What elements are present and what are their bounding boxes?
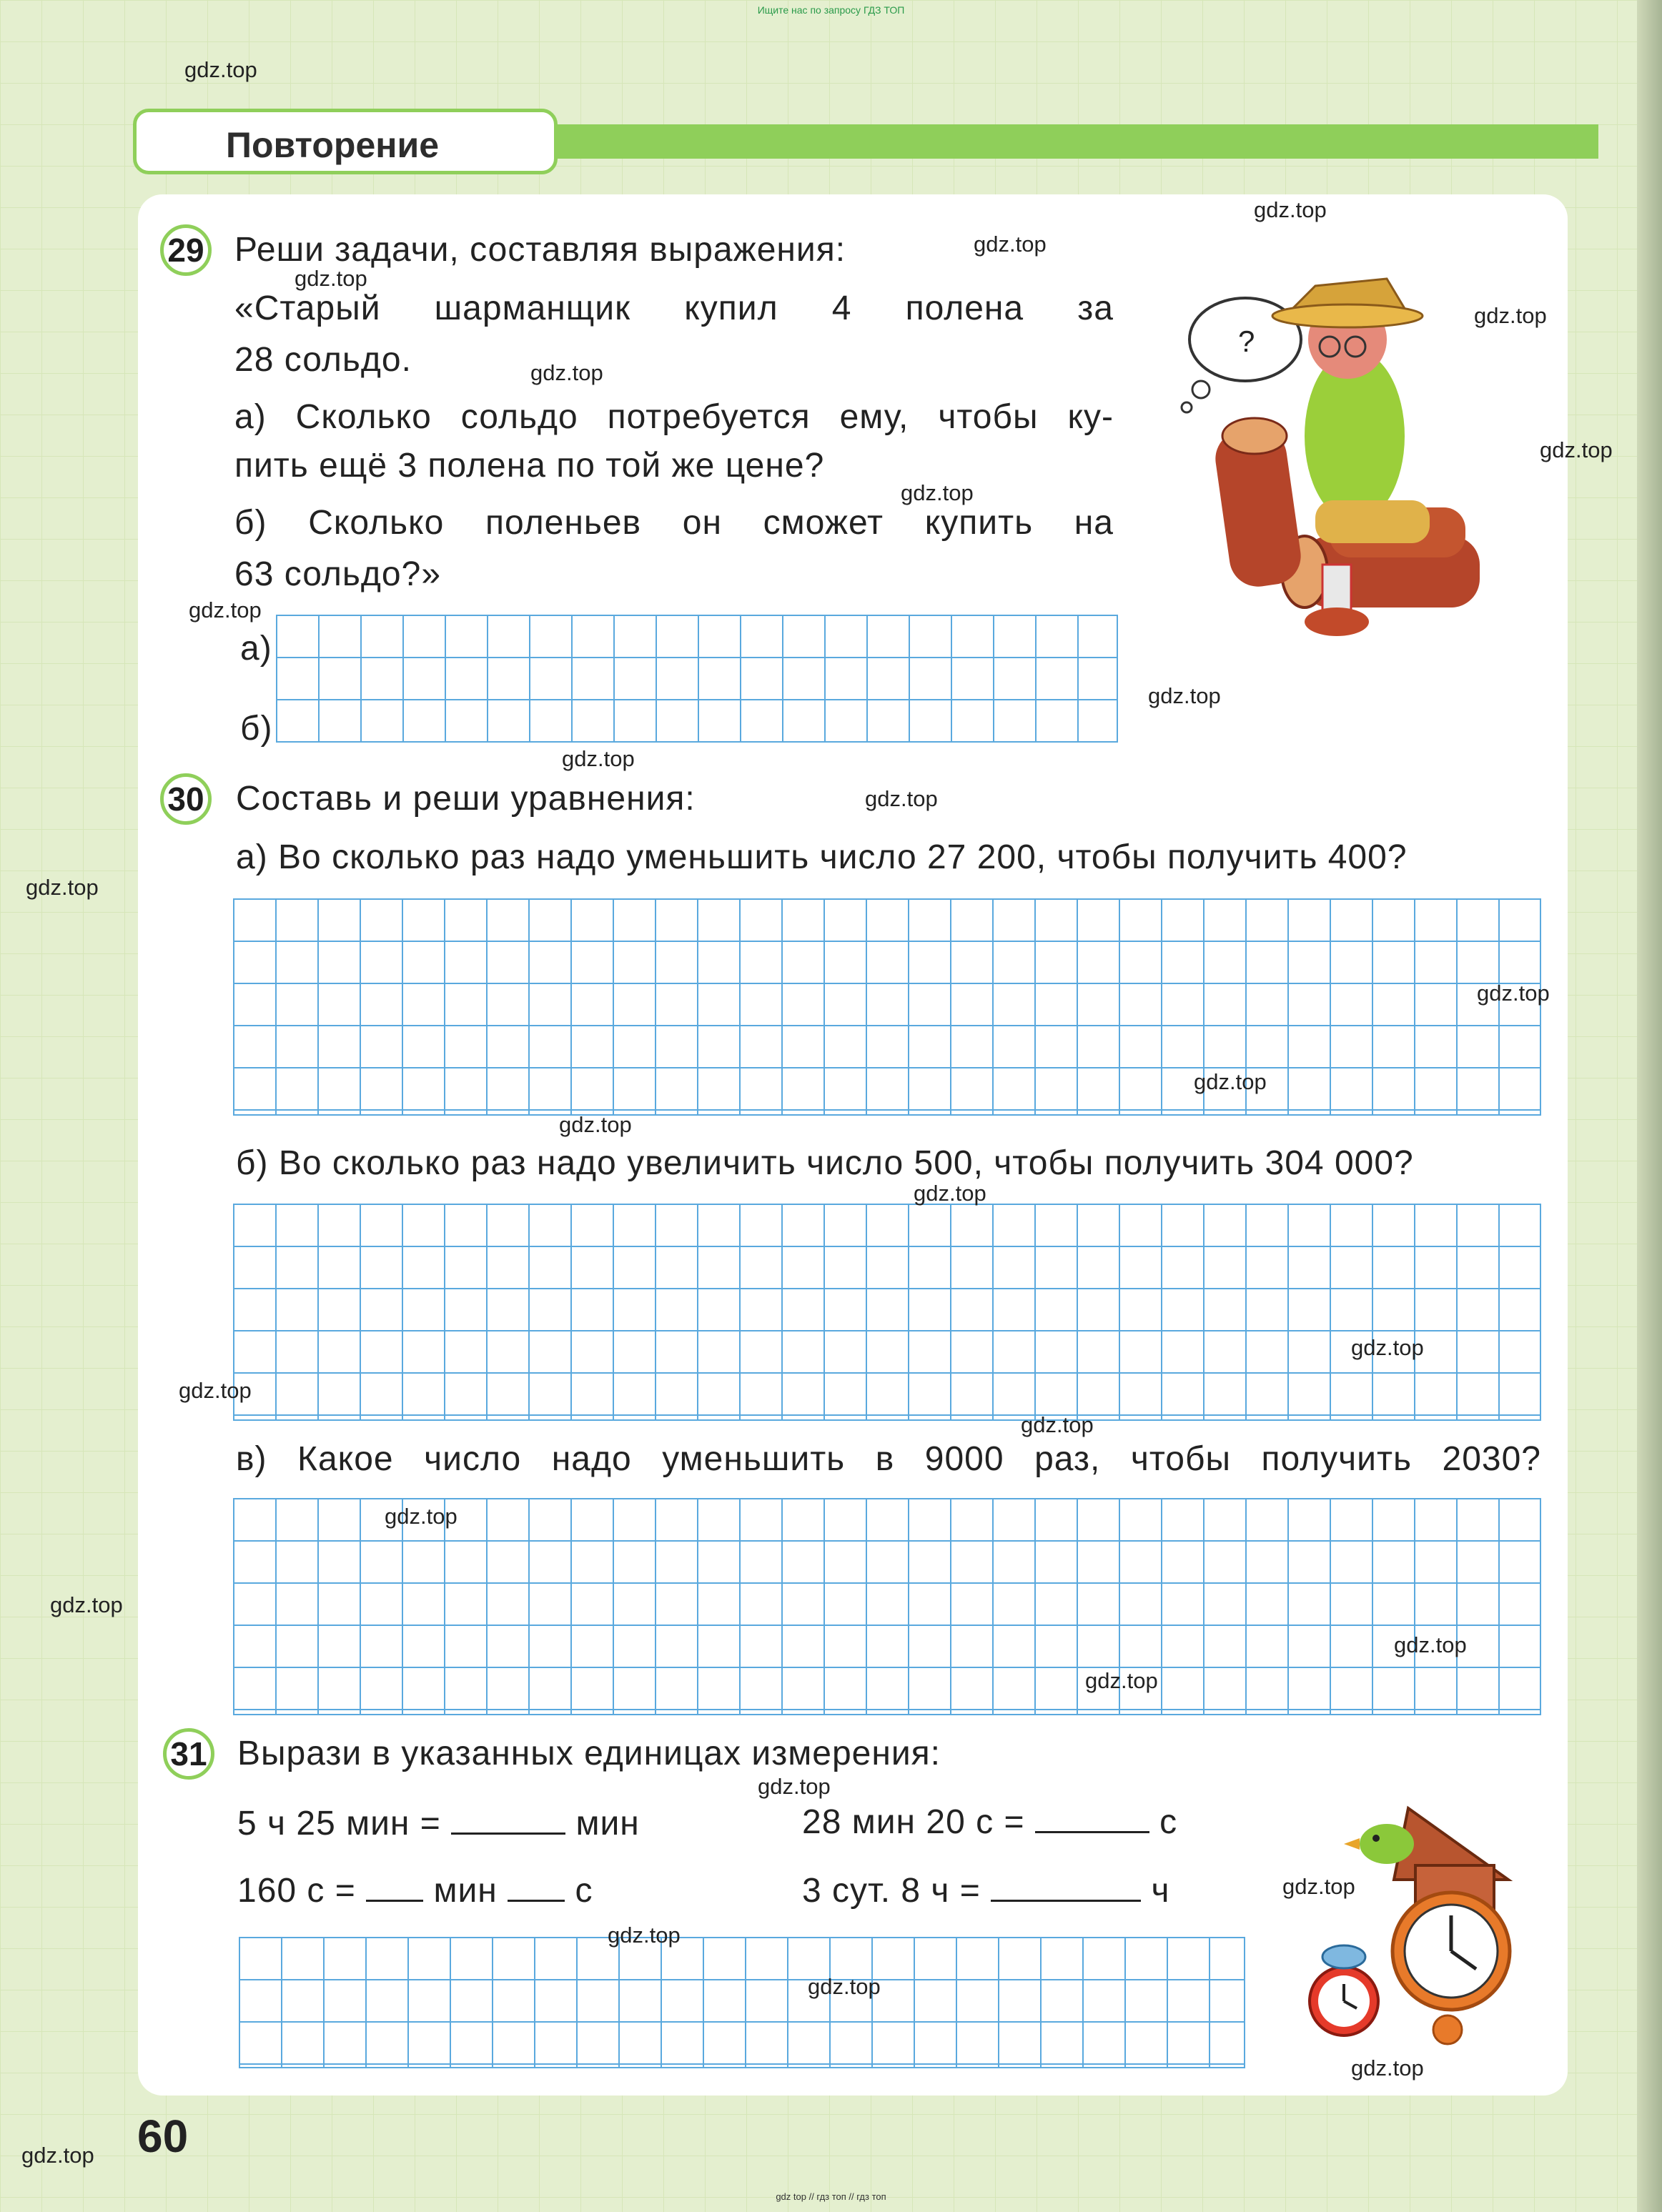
conversion-3-unit: с (575, 1872, 593, 1910)
header-stripe (548, 124, 1598, 159)
watermark: gdz.top (808, 1974, 881, 1999)
answer-grid-31[interactable] (239, 1937, 1245, 2068)
header-block (1507, 124, 1525, 159)
watermark: gdz.top (1085, 1668, 1158, 1693)
header-block (1535, 124, 1554, 159)
watermark: gdz.top (559, 1112, 632, 1137)
task-29-label-b: б) (240, 710, 273, 748)
watermark: gdz.top (530, 360, 603, 385)
watermark: gdz.top (1282, 1874, 1355, 1899)
watermark: gdz.top (1474, 303, 1547, 328)
conversion-3-mid: мин (433, 1872, 498, 1910)
bottom-note: gdz top // гдз топ // гдз топ (776, 2191, 886, 2202)
section-header (133, 109, 1541, 177)
task-30-number: 30 (160, 773, 212, 825)
watermark: gdz.top (974, 232, 1047, 257)
watermark: gdz.top (21, 2143, 94, 2168)
watermark: gdz.top (865, 786, 938, 811)
watermark: gdz.top (608, 1923, 681, 1948)
section-title: Повторение (133, 109, 558, 174)
alarm-clock-icon (1310, 1945, 1378, 2035)
task-30-title: Составь и реши уравнения: (236, 780, 696, 818)
watermark: gdz.top (1351, 1335, 1424, 1360)
watermark: gdz.top (50, 1592, 123, 1617)
conversion-4 (802, 1868, 1169, 1910)
clocks-illustration (1301, 1787, 1537, 2073)
conversion-1-blank[interactable] (451, 1801, 565, 1835)
conversion-4-left: 3 сут. 8 ч = (802, 1872, 981, 1910)
conversion-3-blank-min[interactable] (366, 1868, 423, 1902)
answer-grid-30c[interactable] (233, 1498, 1541, 1715)
task-29-number: 29 (160, 224, 212, 276)
watermark: gdz.top (26, 875, 99, 900)
conversion-2 (802, 1800, 1177, 1842)
watermark: gdz.top (562, 746, 635, 771)
watermark: gdz.top (1254, 197, 1327, 222)
watermark: gdz.top (1194, 1069, 1267, 1094)
conversion-1 (237, 1801, 640, 1843)
watermark: gdz.top (179, 1378, 252, 1403)
task-31-title: Вырази в указанных единицах измерения: (237, 1735, 941, 1772)
watermark: gdz.top (184, 57, 257, 82)
log-held-icon (1212, 418, 1305, 590)
organ-grinder-illustration (1179, 272, 1523, 686)
watermark: gdz.top (1351, 2055, 1424, 2080)
task-29-label-a: а) (240, 630, 272, 668)
answer-grid-30a[interactable] (233, 898, 1541, 1116)
task-29-line2: «Старый шарманщик купил 4 полена за (234, 289, 1114, 327)
task-31-number: 31 (163, 1728, 214, 1780)
watermark: gdz.top (1394, 1632, 1467, 1657)
conversion-3-blank-sec[interactable] (508, 1868, 565, 1902)
task-29-line7: 63 сольдо?» (234, 555, 442, 593)
watermark: gdz.top (1540, 437, 1613, 462)
watermark: gdz.top (1477, 981, 1550, 1006)
conversion-1-unit: мин (575, 1805, 640, 1842)
bubble-question: ? (1238, 324, 1255, 358)
task-30-a: а) Во сколько раз надо уменьшить число 27 200, чтобы получить 400? (236, 838, 1408, 876)
page-number: 60 (137, 2111, 189, 2162)
answer-grid-29[interactable] (276, 615, 1118, 743)
watermark: gdz.top (295, 266, 367, 291)
watermark: gdz.top (1021, 1412, 1094, 1437)
task-30-c: в) Какое число надо уменьшить в 9000 раз, чтобы получить 2030? (236, 1440, 1541, 1478)
watermark: gdz.top (1148, 683, 1221, 708)
conversion-1-left: 5 ч 25 мин = (237, 1805, 441, 1842)
watermark: gdz.top (901, 480, 974, 505)
task-29-line1: Реши задачи, составляя выражения: (234, 231, 846, 269)
conversion-2-blank[interactable] (1035, 1800, 1149, 1833)
watermark: gdz.top (914, 1181, 986, 1206)
task-29-line6: б) Сколько поленьев он сможет купить на (234, 504, 1114, 542)
watermark: gdz.top (758, 1774, 831, 1799)
conversion-4-blank[interactable] (991, 1868, 1141, 1902)
task-30-b: б) Во сколько раз надо увеличить число 500, чтобы получить 304 000? (236, 1144, 1414, 1182)
watermark: gdz.top (385, 1504, 457, 1529)
top-note: Ищите нас по запросу ГДЗ ТОП (757, 4, 905, 16)
bird-icon (1344, 1824, 1414, 1864)
watermark: gdz.top (189, 597, 262, 623)
task-29-line5: пить ещё 3 полена по той же цене? (234, 447, 825, 485)
conversion-2-unit: с (1159, 1803, 1178, 1841)
conversion-4-unit: ч (1151, 1872, 1170, 1910)
task-29-line3: 28 сольдо. (234, 341, 412, 379)
task-29-line4: а) Сколько сольдо потребуется ему, чтобы ку- (234, 398, 1114, 436)
conversion-3-left: 160 с = (237, 1872, 356, 1910)
page-spine-shadow (1637, 0, 1662, 2212)
header-block (1478, 124, 1497, 159)
conversion-3 (237, 1868, 593, 1910)
conversion-2-left: 28 мин 20 с = (802, 1803, 1025, 1841)
answer-grid-30b[interactable] (233, 1204, 1541, 1421)
